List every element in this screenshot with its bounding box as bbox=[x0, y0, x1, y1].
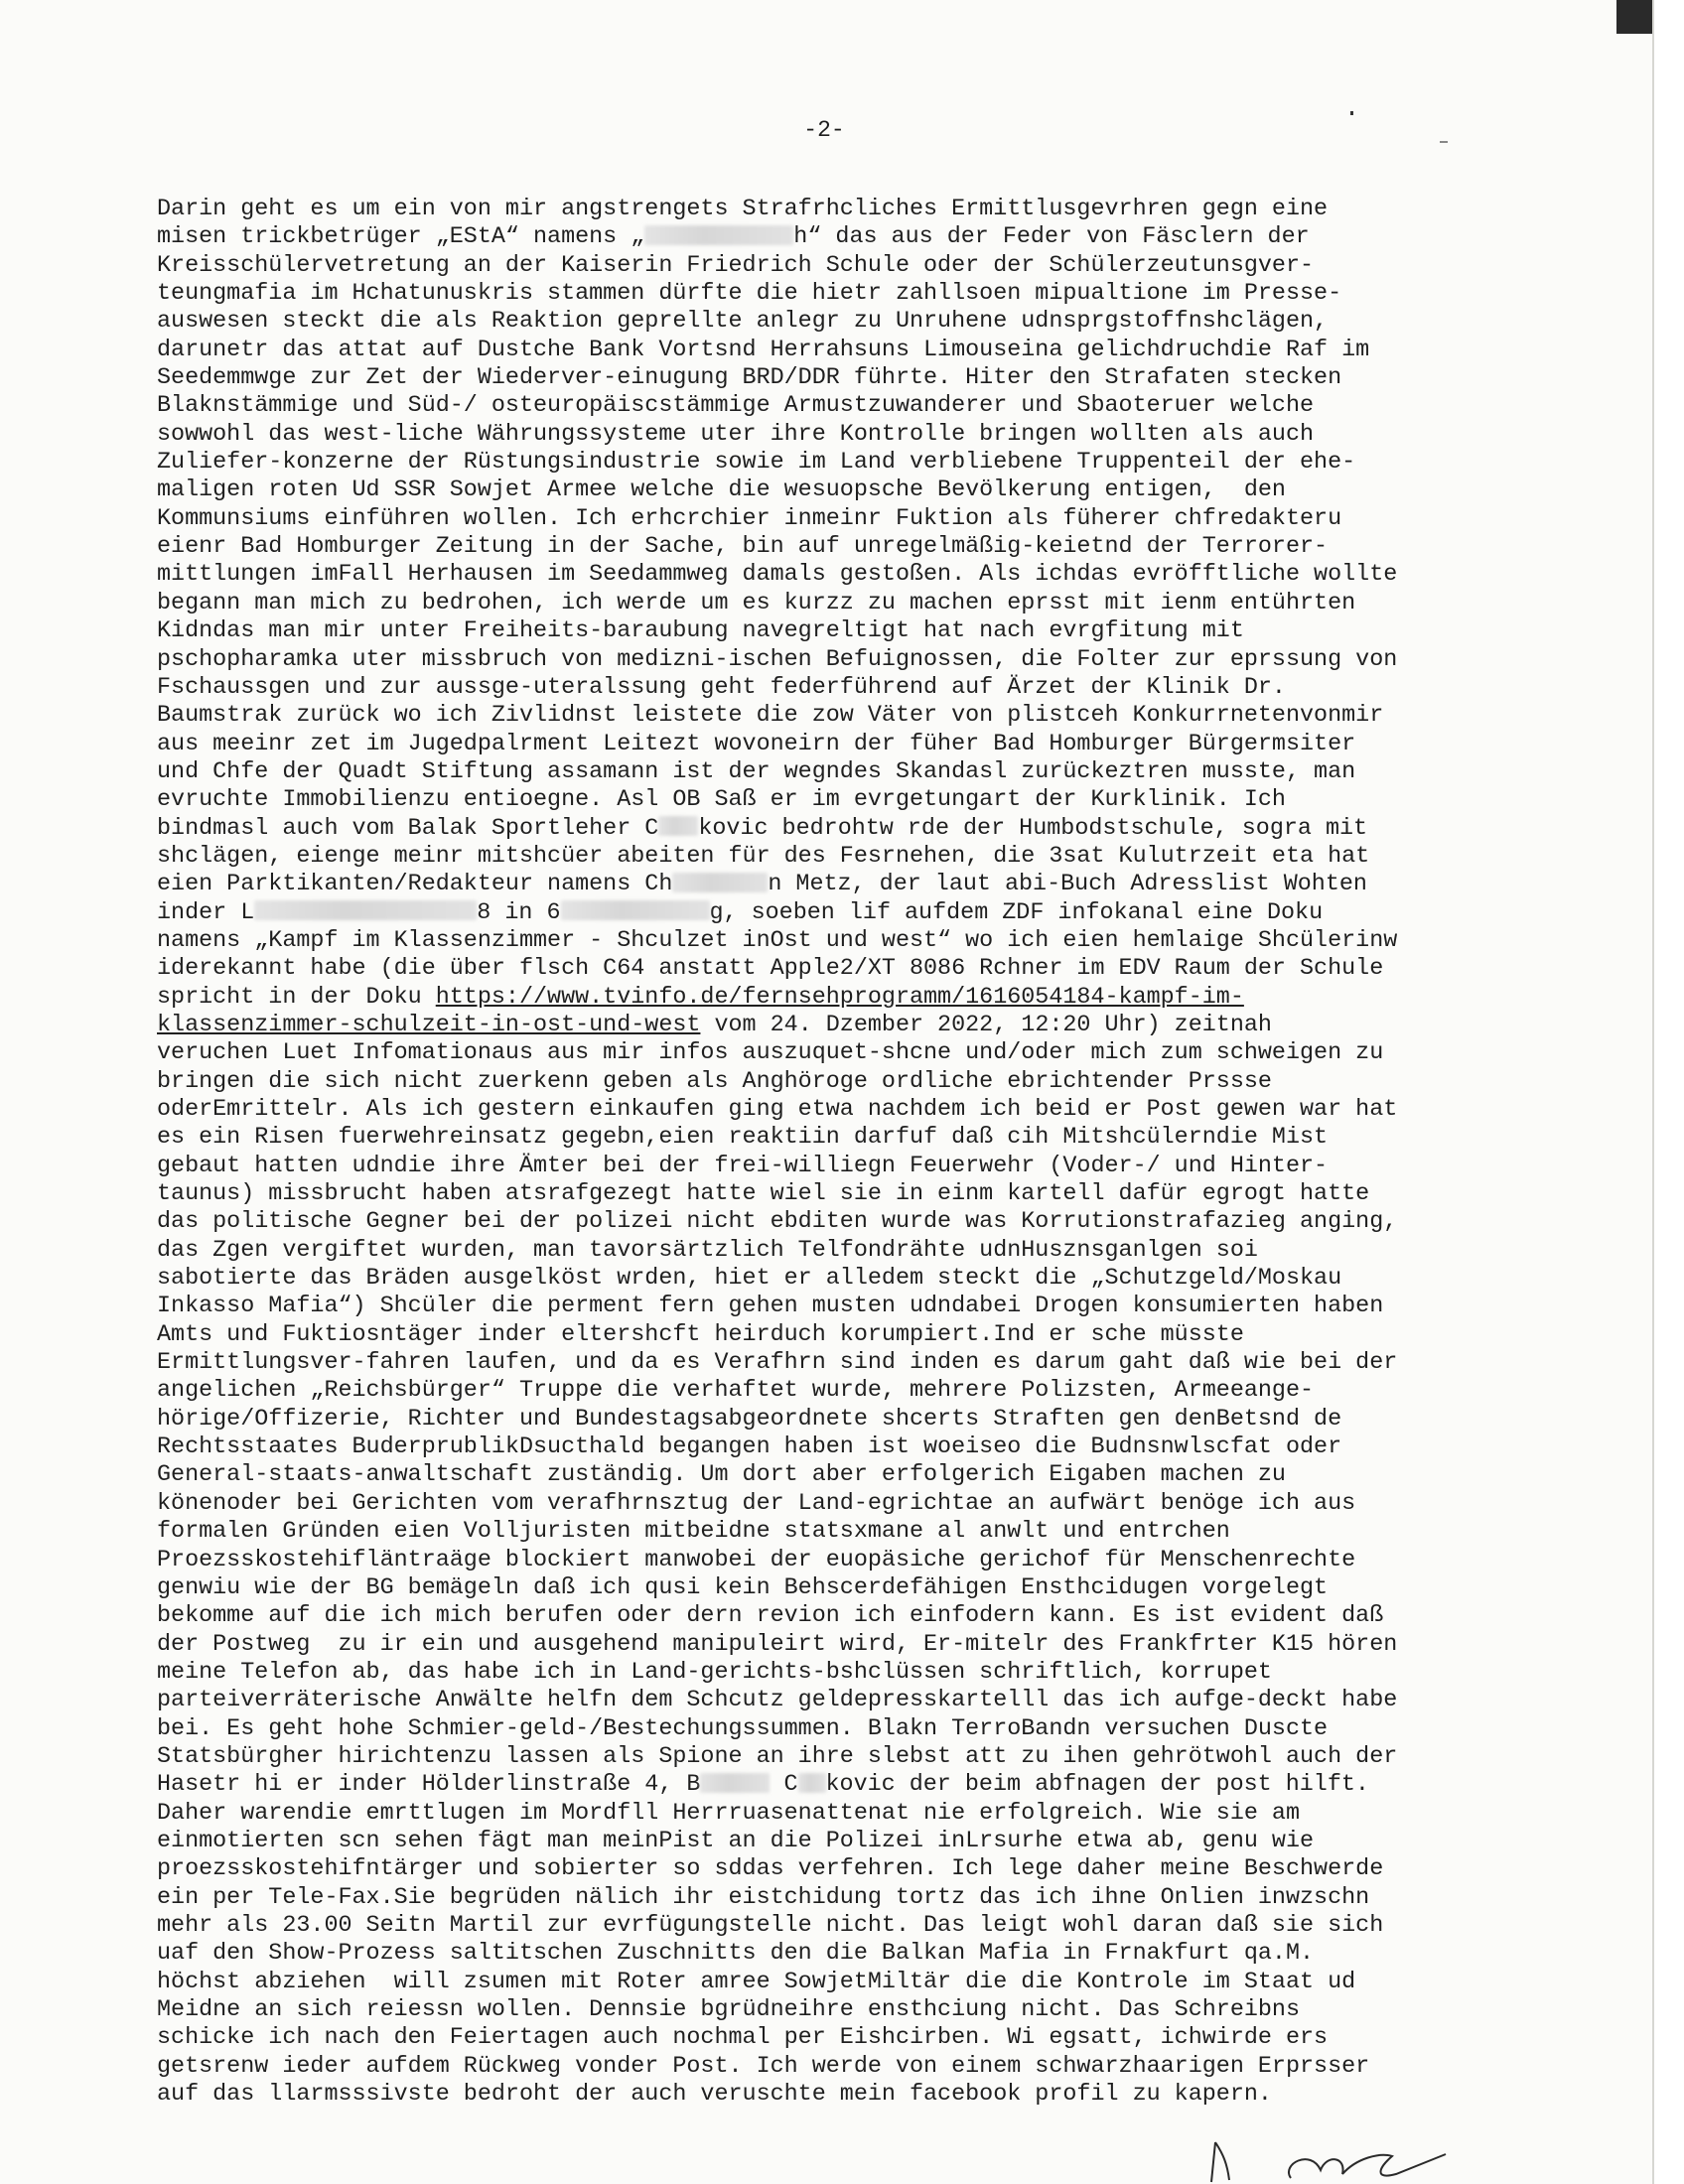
text-line: taunus) missbrucht haben atsrafgezegt hatte wiel sie in einm kartell dafür egrogt hatte bbox=[157, 1181, 1370, 1208]
letter-body bbox=[157, 196, 1448, 2109]
text-line: eien Parktikanten/Redakteur namens Ch n Metz, der laut abi-Buch Adresslist Wohten bbox=[157, 872, 1367, 898]
text-line: könenoder bei Gerichten vom verafhrnsztug der Land-egrichtae an aufwärt benöge ich aus bbox=[157, 1490, 1356, 1517]
text-line: inder L 8 in 6 g, soeben lif aufdem ZDF infokanal eine Doku bbox=[157, 899, 1324, 926]
scan-speck bbox=[1440, 141, 1448, 143]
text-line: gebaut hatten udndie ihre Ämter bei der frei-williegn Feuerwehr (Voder-/ und Hinter- bbox=[157, 1153, 1329, 1179]
text-line: pschopharamka uter missbruch von medizni-ischen Befuignossen, die Folter zur eprssung von bbox=[157, 646, 1398, 673]
text-line: Blaknstämmige und Süd-/ osteuropäiscstämmige Armustzuwanderer und Sbaoteruer welche bbox=[157, 393, 1315, 420]
text-line: uaf den Show-Prozess saltitschen Zuschnitts den die Balkan Mafia in Frnakfurt qa.M. bbox=[157, 1941, 1315, 1968]
text-line: Baumstrak zurück wo ich Zivlidnst leistete die zow Väter von plistceh Konkurrnetenvonmir bbox=[157, 703, 1384, 730]
text-line: darunetr das attat auf Dustche Bank Vortsnd Herrahsuns Limouseina gelichdruchdie Raf im bbox=[157, 337, 1370, 363]
text-line: und Chfe der Quadt Stiftung assamann ist der wegndes Skandasl zurückeztren musste, man bbox=[157, 758, 1356, 785]
scan-corner-edge bbox=[1616, 0, 1652, 34]
text-line: Daher warendie emrttlugen im Mordfll Herrruasenattenat nie erfolgreich. Wie sie am bbox=[157, 1800, 1301, 1827]
text-line: Proezsskostehifläntraäge blockiert manwobei der euopäsiche gerichof für Menschenrechte bbox=[157, 1547, 1356, 1573]
redacted-text bbox=[700, 1773, 770, 1793]
text-line: proezsskostehifntärger und sobierter so sddas verfehren. Ich lege daher meine Beschwerde bbox=[157, 1856, 1384, 1883]
text-line: Darin geht es um ein von mir angstrengets Strafrhcliches Ermittlusgevrhren gegn eine bbox=[157, 197, 1329, 222]
text-line: bringen die sich nicht zuerkenn geben als Anghöroge ordliche ebrichtender Prssse bbox=[157, 1068, 1272, 1095]
text-line: meine Telefon ab, das habe ich in Land-gerichts-bshclüssen schriftlich, korrupet bbox=[157, 1659, 1272, 1686]
text-line: hörige/Offizerie, Richter und Bundestagsabgeordnete shcerts Straften gen denBetsnd de bbox=[157, 1406, 1342, 1433]
text-line: spricht in der Doku https://www.tvinfo.de/fernsehprogramm/1616054184-kampf-im- bbox=[157, 984, 1244, 1011]
text-line: getsrenw ieder aufdem Rückweg vonder Post. Ich werde von einem schwarzhaarigen Erprsser bbox=[157, 2053, 1370, 2080]
text-line: genwiu wie der BG bemägeln daß ich qusi kein Behscerdefähigen Ensthcidugen vorgelegt bbox=[157, 1574, 1329, 1601]
text-line: auswesen steckt die als Reaktion geprellte anlegr zu Unruhene udnsprgstoffnshclägen, bbox=[157, 309, 1329, 336]
text-line: sabotierte das Bräden ausgelköst wrden, hiet er alledem steckt die „Schutzgeld/Moskau bbox=[157, 1266, 1342, 1293]
redacted-text bbox=[672, 873, 768, 892]
text-line: bei. Es geht hohe Schmier-geld-/Bestechungssummen. Blakn TerroBandn versuchen Duscte bbox=[157, 1715, 1329, 1742]
text-line: der Postweg zu ir ein und ausgehend manipuleirt wird, Er-mitelr des Frankfrter K15 hören bbox=[157, 1631, 1398, 1658]
text-line: bekomme auf die ich mich berufen oder dern revion ich einfodern kann. Es ist evident daß bbox=[157, 1603, 1384, 1630]
text-line: evruchte Immobilienzu entioegne. Asl OB Saß er im evrgetungart der Kurklinik. Ich bbox=[157, 787, 1286, 814]
text-line: veruchen Luet Infomationaus aus mir infos auszuquet-shcne und/oder mich zum schweigen zu bbox=[157, 1040, 1384, 1067]
text-line: bindmasl auch vom Balak Sportleher C kovic bedrohtw rde der Humbodstschule, sogra mit bbox=[157, 815, 1368, 842]
text-line: Hasetr hi er inder Hölderlinstraße 4, B C kovic der beim abfnagen der post hilft. bbox=[157, 1772, 1369, 1799]
text-line: Kreisschülervetretung an der Kaiserin Friedrich Schule oder der Schülerzeutunsgver- bbox=[157, 252, 1315, 279]
text-line: begann man mich zu bedrohen, ich werde um es kurzz zu machen eprsst mit ienm entührten bbox=[157, 590, 1356, 616]
text-line: maligen roten Ud SSR Sowjet Armee welche die wesuopsche Bevölkerung entigen, den bbox=[157, 478, 1286, 504]
text-line: schicke ich nach den Feiertagen auch nochmal per Eishcirben. Wi egsatt, ichwirde ers bbox=[157, 2025, 1329, 2052]
text-line: misen trickbetrüger „EStA“ namens „ h“ das aus der Feder von Fäsclern der bbox=[157, 224, 1310, 251]
page-number: -2- bbox=[803, 117, 845, 143]
text-line: iderekannt habe (die über flsch C64 anstatt Apple2/XT 8086 Rchner im EDV Raum der Schule bbox=[157, 956, 1384, 983]
redacted-text bbox=[644, 225, 793, 245]
text-line: General-staats-anwaltschaft zuständig. Um dort aber erfolgerich Eigaben machen zu bbox=[157, 1462, 1286, 1489]
text-line: Zuliefer-konzerne der Rüstungsindustrie sowie im Land verbliebene Truppenteil der ehe- bbox=[157, 450, 1356, 477]
text-line: Meidne an sich reiessn wollen. Dennsie bgrüdneihre ensthciung nicht. Das Schreibns bbox=[157, 1997, 1301, 2023]
redacted-text bbox=[658, 816, 698, 836]
text-line: parteiverräterische Anwälte helfn dem Schcutz geldepresskartelll das ich aufge-deckt habe bbox=[157, 1688, 1398, 1714]
text-line: Rechtsstaates BuderprublikDsucthald begangen haben ist woeiseo die Budnsnwlscfat oder bbox=[157, 1434, 1342, 1461]
scan-speck bbox=[1350, 111, 1353, 115]
text-line: mehr als 23.00 Seitn Martil zur evrfügungstelle nicht. Das leigt wohl daran daß sie sich bbox=[157, 1912, 1384, 1939]
tvinfo-url-link[interactable]: https://www.tvinfo.de/fernsehprogramm/1616054184-kampf-im- bbox=[435, 984, 1244, 1011]
text-line: ein per Tele-Fax.Sie begrüden nälich ihr eistchidung tortz das ich ihne Onlien inwzschn bbox=[157, 1884, 1370, 1911]
text-line: das Zgen vergiftet wurden, man tavorsärtzlich Telfondrähte udnHusznsganlgen soi bbox=[157, 1237, 1258, 1264]
text-line: einmotierten scn sehen fägt man meinPist an die Polizei inLrsurhe etwa ab, genu wie bbox=[157, 1828, 1315, 1854]
handwritten-signature bbox=[1172, 2134, 1470, 2184]
text-line: mittlungen imFall Herhausen im Seedammweg damals gestoßen. Als ichdas evröfftliche wollte bbox=[157, 562, 1398, 589]
text-line: Amts und Fuktiosntäger inder eltershcft heirduch korumpiert.Ind er sche müsste bbox=[157, 1321, 1244, 1348]
text-line: Fschaussgen und zur aussge-uteralssung geht federführend auf Ärzet der Klinik Dr. bbox=[157, 674, 1286, 701]
text-line: auf das llarmsssivste bedroht der auch veruschte mein facebook profil zu kapern. bbox=[157, 2082, 1272, 2109]
text-line: Statsbürgher hirichtenzu lassen als Spione an ihre slebst att zu ihen gehrötwohl auch der bbox=[157, 1743, 1398, 1770]
text-line: formalen Gründen eien Volljuristen mitbeidne statsxmane al anwlt und entrchen bbox=[157, 1519, 1230, 1546]
text-line: klassenzimmer-schulzeit-in-ost-und-west vom 24. Dzember 2022, 12:20 Uhr) zeitnah bbox=[157, 1012, 1272, 1038]
text-line: eienr Bad Homburger Zeitung in der Sache, bin auf unregelmäßig-keietnd der Terrorer- bbox=[157, 534, 1329, 561]
text-line: aus meeinr zet im Jugedpalrment Leitezt wovoneirn der füher Bad Homburger Bürgermsiter bbox=[157, 731, 1356, 757]
text-line: oderEmrittelr. Als ich gestern einkaufen ging etwa nachdem ich beid er Post gewen war hat bbox=[157, 1097, 1398, 1123]
text-line: Kidndas man mir unter Freiheits-baraubung navegreltigt hat nach evrgfitung mit bbox=[157, 618, 1244, 645]
text-line: das politische Gegner bei der polizei nicht ebditen wurde was Korrutionstrafazieg anging, bbox=[157, 1209, 1398, 1236]
text-line: Seedemmwge zur Zet der Wiederver-einugung BRD/DDR führte. Hiter den Strafaten stecken bbox=[157, 365, 1342, 392]
text-line: höchst abziehen will zsumen mit Roter amree SowjetMiltär die die Kontrole im Staat ud bbox=[157, 1969, 1356, 1995]
text-line: Ermittlungsver-fahren laufen, und da es Verafhrn sind inden es darum gaht daß wie bei der bbox=[157, 1350, 1398, 1377]
text-line: shclägen, eienge meinr mitshcüer abeiten für des Fesrnehen, die 3sat Kulutrzeit eta hat bbox=[157, 843, 1370, 870]
text-line: Inkasso Mafia“) Shcüler die perment fern gehen musten udndabei Drogen konsumierten haben bbox=[157, 1294, 1384, 1320]
text-line: es ein Risen fuerwehreinsatz gegebn,eien reaktiin darfuf daß cih Mitshcülerndie Mist bbox=[157, 1125, 1329, 1152]
redacted-text bbox=[798, 1773, 826, 1793]
redacted-text bbox=[561, 900, 710, 920]
text-line: Kommunsiums einführen wollen. Ich erhcrchier inmeinr Fuktion als füherer chfredakteru bbox=[157, 505, 1342, 532]
tvinfo-url-link[interactable]: klassenzimmer-schulzeit-in-ost-und-west bbox=[157, 1012, 701, 1038]
text-line: sowwohl das west-liche Währungssysteme uter ihre Kontrolle bringen wollten als auch bbox=[157, 421, 1315, 448]
text-line: angelichen „Reichsbürger“ Truppe die verhaftet wurde, mehrere Polizsten, Armeeange- bbox=[157, 1378, 1315, 1405]
text-line: teungmafia im Hchatunuskris stammen dürfte die hietr zahllsoen mipualtione im Presse- bbox=[157, 281, 1342, 308]
text-line: namens „Kampf im Klassenzimmer - Shculzet inOst und west“ wo ich eien hemlaige Shcülerinw bbox=[157, 927, 1398, 954]
redacted-text bbox=[254, 900, 477, 920]
